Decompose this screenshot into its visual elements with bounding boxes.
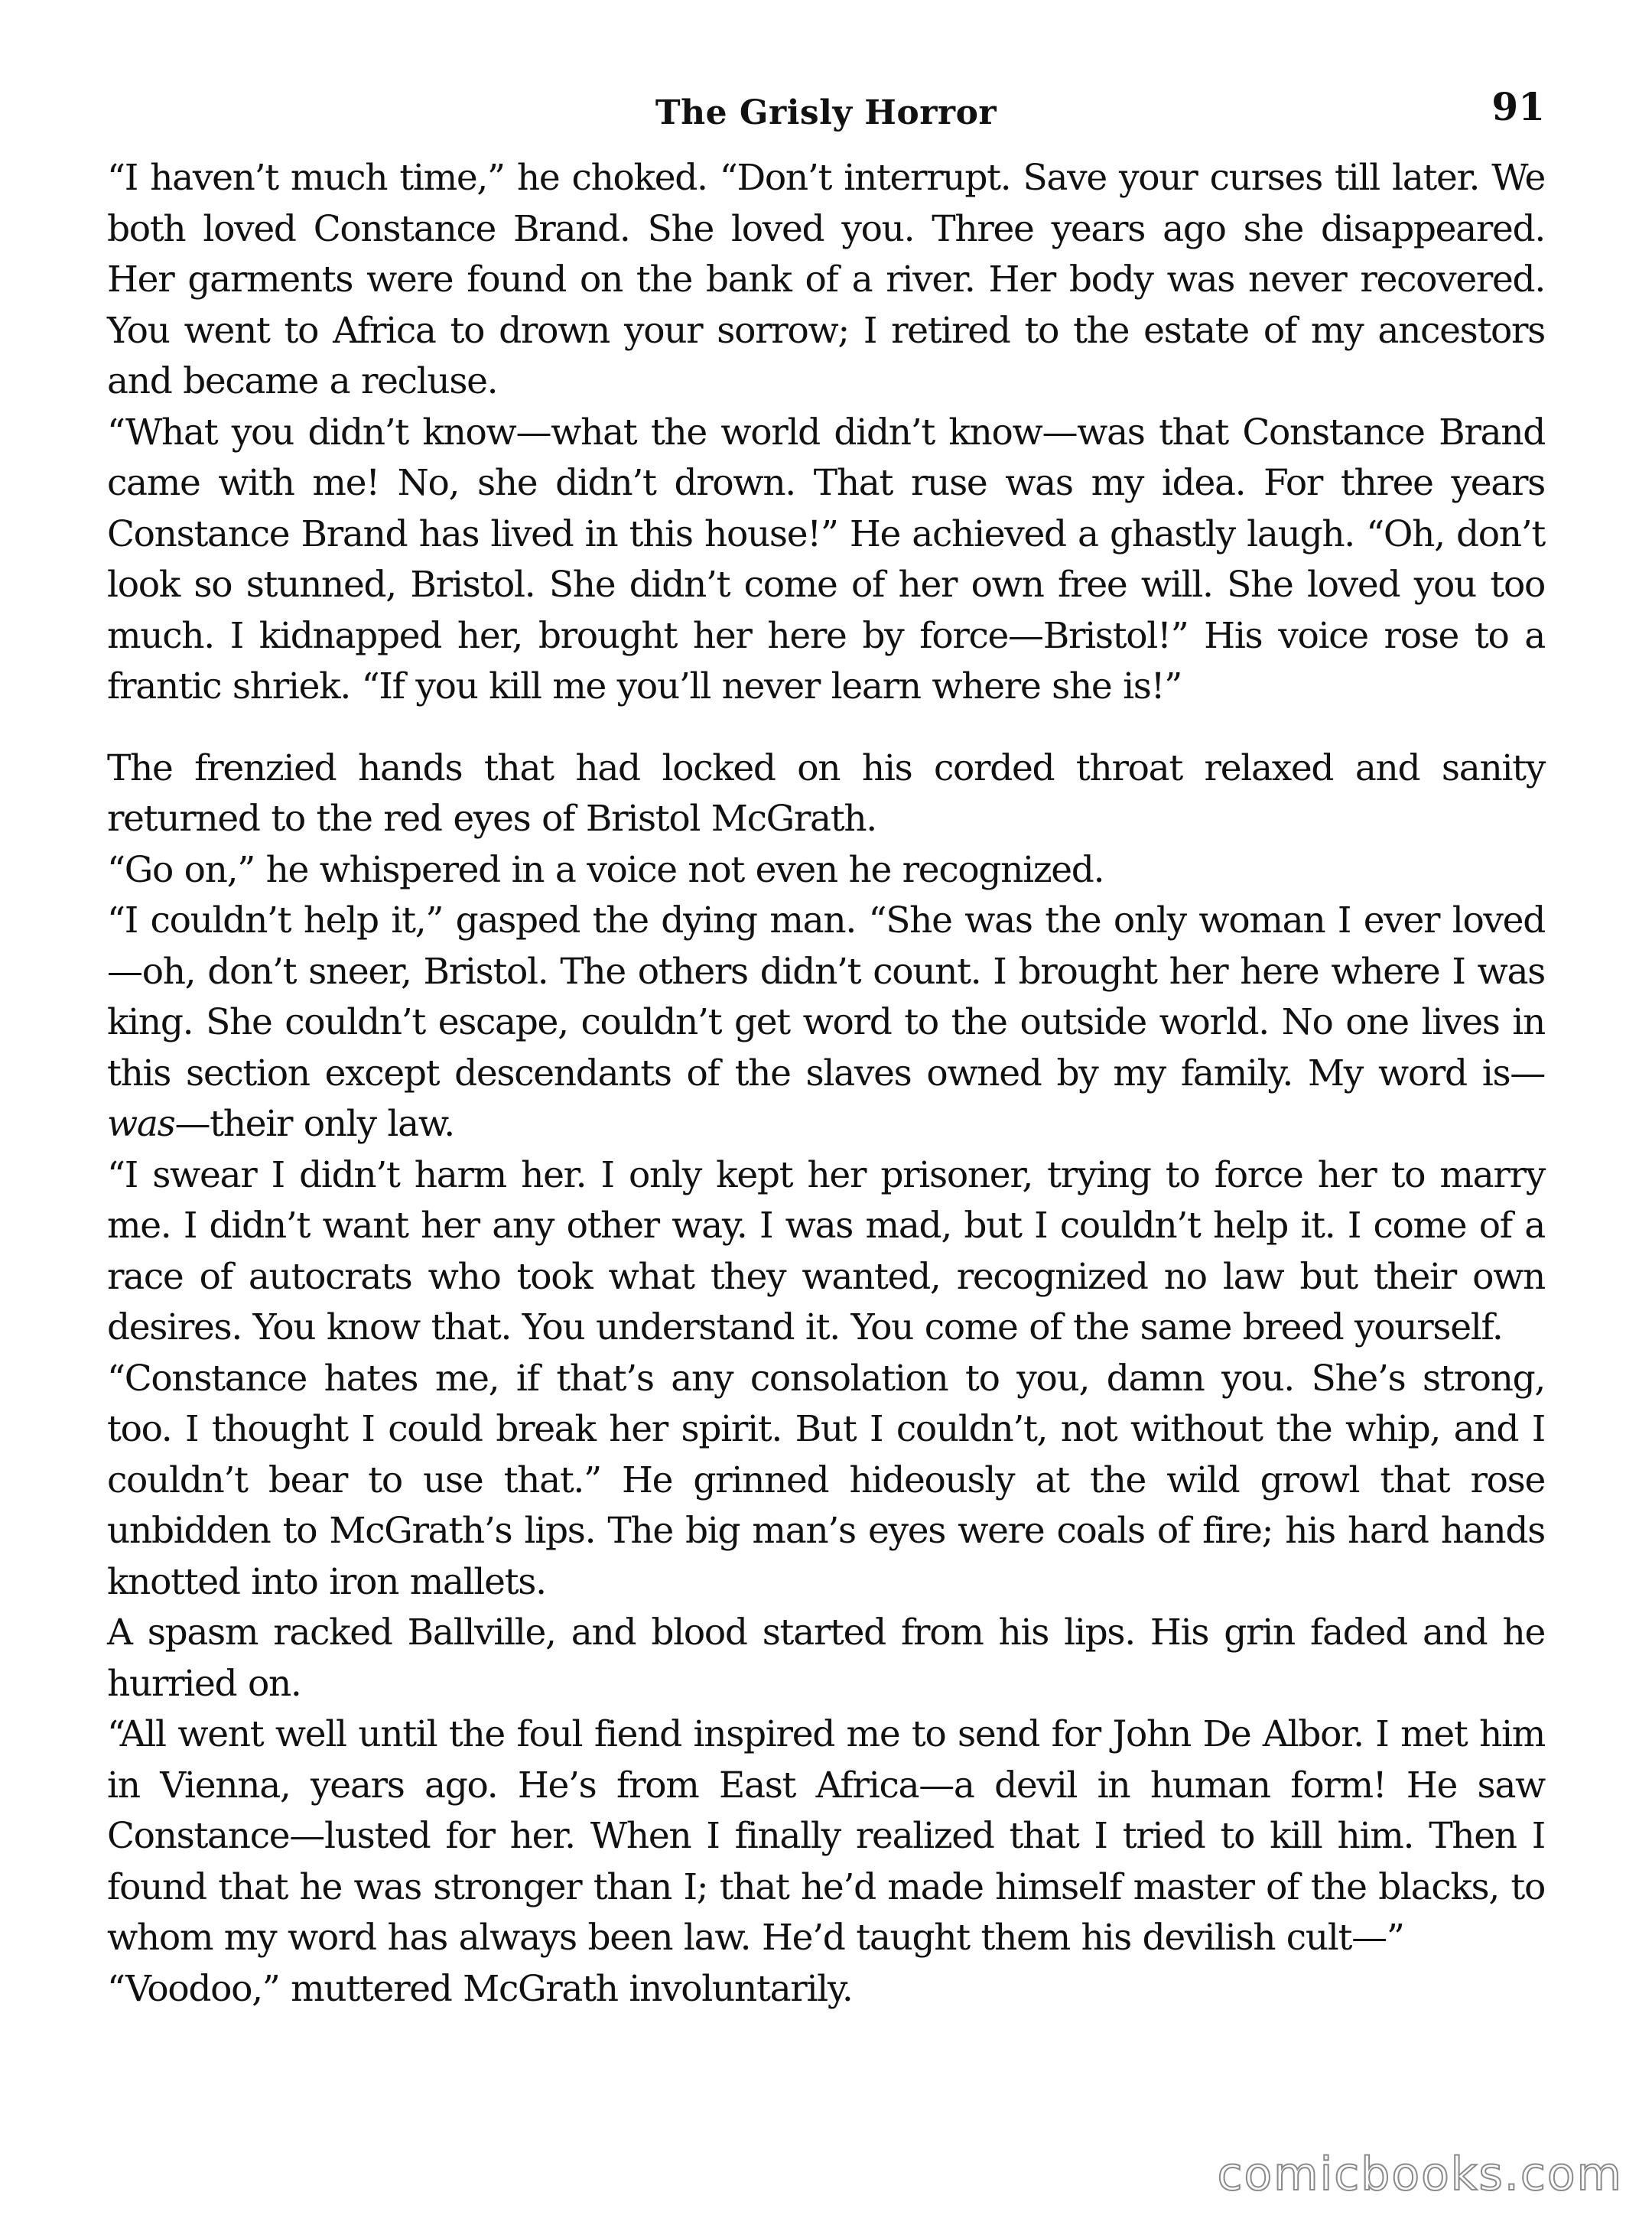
paragraph-text: “What you didn’t know—what the world didn’t know—was that Constance Brand came with me! No, she didn’t drown. That ruse was my idea. For three years Constance Brand has lived in this house!” He achieved a ghastly laugh. “Oh, don’t look so stunned, Bristol. She didn’t come of her own free will. She loved you too much. I kidnapped her, brought her here by force—Bristol!” His voice rose to a frantic shriek. “If you kill me you’ll never learn where she is!” [107, 411, 1545, 707]
page-number: 91 [1491, 84, 1545, 129]
watermark-logo: comicbooks.com [1217, 2148, 1623, 2201]
paragraph-text: The frenzied hands that had locked on his corded throat relaxed and sanity returned to the red eyes of Bristol McGrath. [107, 746, 1545, 840]
paragraph-text: A spasm racked Ballville, and blood started from his lips. His grin faded and he hurried on. [107, 1611, 1545, 1705]
paragraph-text: “Go on,” he whispered in a voice not even he recognized. [107, 848, 1104, 891]
paragraph [107, 1964, 1545, 2015]
paragraph [107, 1354, 1545, 1608]
paragraph-text: “I haven’t much time,” he choked. “Don’t interrupt. Save your curses till later. We both loved Constance Brand. She loved you. Three years ago she disappeared. Her garments were found on the bank of a river. Her body was never recovered. You went to Africa to drown your sorrow; I retired to the estate of my ancestors and became a recluse. [107, 157, 1545, 402]
paragraph-text: “All went well until the foul fiend inspired me to send for John De Albor. I met him in Vienna, years ago. He’s from East Africa—a devil in human form! He saw Constance—lusted for her. When I finally realized that I tried to kill him. Then I found that he was stronger than I; that he’d made himself master of the blacks, to whom my word has always been law. He’d taught them his devilish cult—” [107, 1713, 1545, 1959]
paragraph [107, 743, 1545, 845]
paragraph [107, 1608, 1545, 1709]
paragraph [107, 1709, 1545, 1964]
italic-word: was [107, 1103, 175, 1145]
running-head [107, 76, 1545, 153]
book-page [107, 76, 1545, 2015]
paragraph [107, 845, 1545, 896]
paragraph-text: “Voodoo,” muttered McGrath involuntarily. [107, 1967, 853, 2010]
paragraph [107, 1150, 1545, 1354]
running-title: The Grisly Horror [655, 93, 997, 132]
paragraph-text: —their only law. [174, 1103, 454, 1145]
paragraph-text: “I couldn’t help it,” gasped the dying man. “She was the only woman I ever loved—oh, don’t sneer, Bristol. The others didn’t count. I brought her here where I was king. She couldn’t escape, couldn’t get word to the outside world. No one lives in this section except descendants of the slaves owned by my family. My word is— [107, 899, 1545, 1094]
paragraph [107, 153, 1545, 408]
paragraph [107, 896, 1545, 1150]
paragraph-text: “I swear I didn’t harm her. I only kept her prisoner, trying to force her to marry me. I didn’t want her any other way. I was mad, but I couldn’t help it. I come of a race of autocrats who took what they wanted, recognized no law but their own desires. You know that. You understand it. You come of the same breed yourself. [107, 1153, 1545, 1348]
paragraph [107, 408, 1545, 713]
paragraph-text: “Constance hates me, if that’s any consolation to you, damn you. She’s strong, too. I thought I could break her spirit. But I couldn’t, not without the whip, and I couldn’t bear to use that.” He grinned hideously at the wild growl that rose unbidden to McGrath’s lips. The big man’s eyes were coals of fire; his hard hands knotted into iron mallets. [107, 1357, 1545, 1603]
body-text [107, 153, 1545, 2015]
